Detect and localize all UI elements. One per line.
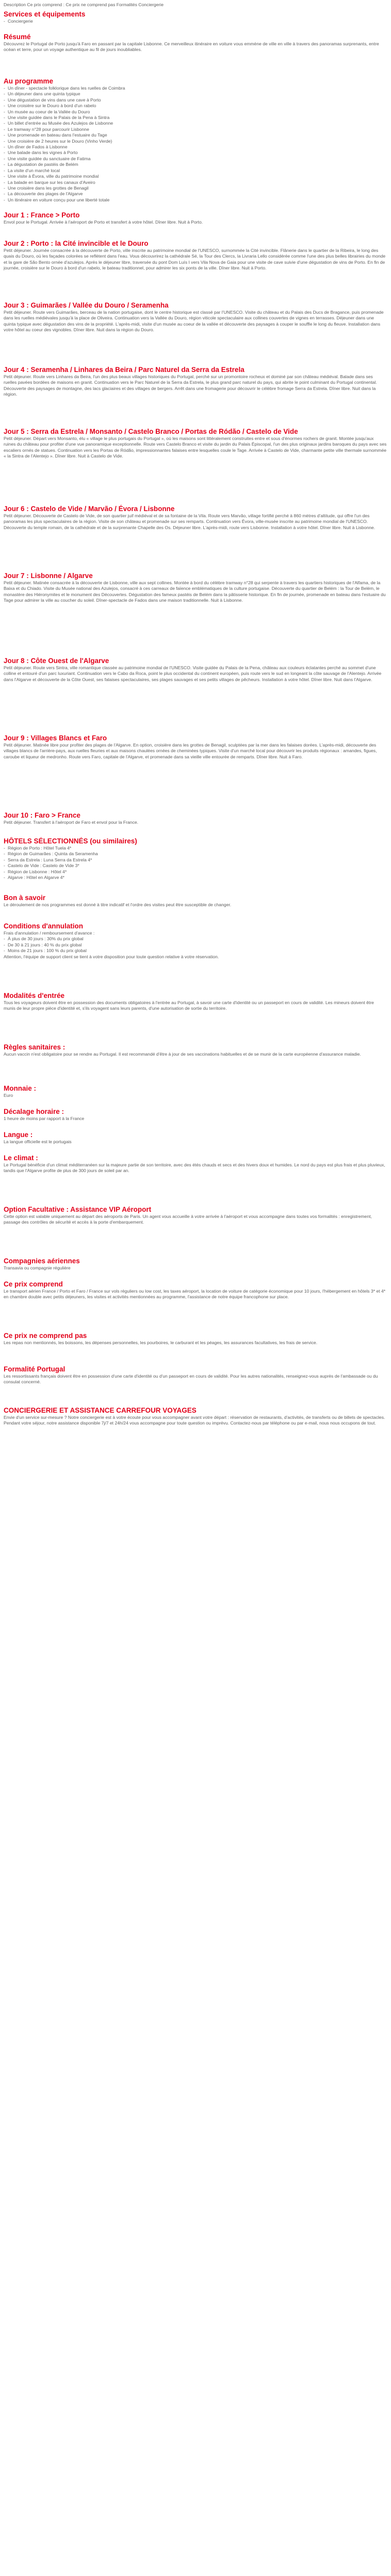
day-heading: Jour 3 : Guimarães / Vallée du Douro / Seramenha [4, 301, 169, 309]
cancellation-section [4, 922, 387, 987]
price-excludes-section [4, 1332, 387, 1360]
hotels-list [4, 845, 387, 880]
program-item: - Un billet d'entrée au Musée des Azulejos de Lisbonne [4, 121, 387, 126]
currency-heading: Monnaie : [4, 1084, 36, 1092]
price-includes-text: Le transport aérien France / Porto et Faro / France sur vols réguliers ou low cost, les taxes aéroport, la location de voiture de catégorie économique pour 10 jours, l'hébergement en hôtels 3* et 4* en chambre double avec petits déjeuners, les visites et activités mentionnées au programme, l'assistance de notre équipe francophone sur place. [4, 1289, 386, 1300]
concierge-section [4, 1406, 387, 1463]
day-heading: Jour 2 : Porto : la Cité invincible et le Douro [4, 240, 149, 247]
day-heading: Jour 4 : Seramenha / Linhares da Beira / Parc Naturel da Serra da Estrela [4, 366, 245, 374]
vip-option-heading: Option Facultative : Assistance VIP Aéroport [4, 1206, 152, 1213]
day-heading: Jour 7 : Lisbonne / Algarve [4, 572, 93, 580]
hotel-item: - Région de Guimarães : Quinta da Seramenha [4, 851, 387, 857]
entry-section [4, 992, 387, 1038]
airlines-heading: Compagnies aériennes [4, 1257, 80, 1265]
good-to-know-section [4, 894, 387, 917]
language-heading: Langue : [4, 1131, 33, 1139]
program-item: - Le tramway n°28 pour parcourir Lisbonne [4, 127, 387, 132]
day-text: Petit déjeuner. Matinée consacrée à la découverte de Lisbonne, ville aux sept collines. Montée à bord du célèbre tramway n°28 qui serpente à travers les quartiers historiques de l'Alfama, de la Baixa et du Chiado. Visite du Musée national des Azulejos, consacré à ces carreaux de faïence emblématiques de la culture portugaise. Découverte du quartier de Belém : la Tour de Belém, le monastère des Hiéronymites et le monument des Découvertes. Dégustation des fameux pastéis de Belém dans la pâtisserie historique. En fin de journée, promenade en bateau dans l'estuaire du Tage pour admirer la ville au coucher du soleil. Dîner-spectacle de Fados dans une maison traditionnelle. Nuit à Lisbonne. [4, 580, 386, 603]
hotel-item: - Serra da Estrela : Luna Serra da Estrela 4* [4, 857, 387, 863]
airlines-text: Transavia ou compagnie régulière [4, 1265, 71, 1270]
program-item: - Un musée au coeur de la Vallée du Douro [4, 109, 387, 115]
day-heading: Jour 9 : Villages Blancs et Faro [4, 734, 107, 742]
day-4 [4, 366, 387, 422]
entry-heading: Modalités d'entrée [4, 992, 64, 999]
formalities-text: Les ressortissants français doivent être en possession d'une carte d'identité ou d'un passeport en cours de validité. Pour les autres nationalités, renseignez-vous auprès de l'ambassade ou du consulat concerné. [4, 1374, 378, 1385]
program-heading: Au programme [4, 77, 54, 85]
day-text: Petit déjeuner. Matinée libre pour profiter des plages de l'Algarve. En option, croisière dans les grottes de Benagil, sculptées par la mer dans les falaises dorées. L'après-midi, découverte des villages blancs de l'arrière-pays, aux ruelles fleuries et aux maisons chaulées ornées de cheminées typiques. Visite d'un marché local pour découvrir les produits régionaux : amandes, figues, caroube et liqueur de medronho. Route vers Faro, capitale de l'Algarve, et promenade dans sa vieille ville entourée de remparts. Dîner libre. Nuit à Faro. [4, 742, 377, 759]
language-section [4, 1131, 387, 1149]
day-text: Envol pour le Portugal. Arrivée à l'aéroport de Porto et transfert à votre hôtel. Dîner libre. Nuit à Porto. [4, 219, 203, 225]
day-text: Petit déjeuner. Découverte de Castelo de Vide, de son quartier juif médiéval et de sa fontaine de la Vila. Route vers Marvão, village fortifié perché à 860 mètres d'altitude, qui offre l'un des panoramas les plus spectaculaires de la région. Visite de son château et promenade sur ses remparts. Continuation vers Évora, ville-musée inscrite au patrimoine mondial de l'UNESCO. Découverte du temple romain, de la cathédrale et de la surprenante Chapelle des Os. Déjeuner libre. L'après-midi, route vers Lisbonne. Installation à votre hôtel. Dîner libre. Nuit à Lisbonne. [4, 513, 376, 530]
hotel-item: - Algarve : Hôtel en Algarve 4* [4, 875, 387, 880]
services-list [4, 19, 387, 24]
program-item: - La balade en barque sur les canaux d'Aveiro [4, 180, 387, 185]
concierge-heading: CONCIERGERIE ET ASSISTANCE CARREFOUR VOYAGES [4, 1406, 197, 1414]
day-text: Petit déjeuner. Départ vers Monsanto, élu « village le plus portugais du Portugal », où les maisons sont littéralement construites entre et sous d'énormes rochers de granit. Montée jusqu'aux ruines du château pour profiter d'une vue panoramique exceptionnelle. Route vers Castelo Branco et visite du jardin du Palais Épiscopal, l'un des plus originaux jardins baroques du pays avec ses escaliers ornés de statues. Continuation vers les Portas de Ródão, impressionnantes falaises entre lesquelles coule le Tage. Arrivée à Castelo de Vide, charmante petite ville thermale surnommée « la Sintra de l'Alentejo ». Dîner libre. Nuit à Castelo de Vide. [4, 436, 387, 459]
hotel-item: - Région de Porto : Hôtel Tuela 4* [4, 845, 387, 851]
program-item: - Une croisière dans les grottes de Benagil [4, 185, 387, 191]
day-text: Petit déjeuner. Journée consacrée à la découverte de Porto, ville inscrite au patrimoine mondial de l'UNESCO, surnommée la Cité invincible. Flânerie dans le quartier de la Ribeira, le long des quais du Douro, où les façades colorées se reflètent dans l'eau. Vous découvrirez la cathédrale Sé, la Tour des Clercs, la Livraria Lello considérée comme l'une des plus belles librairies du monde et la gare de São Bento ornée d'azulejos. Après le déjeuner libre, traversée du pont Dom Luís I vers Vila Nova de Gaia pour une visite de cave suivie d'une dégustation de vins de Porto. En fin de journée, croisière sur le Douro à bord d'un rabelo, le bateau traditionnel, pour admirer les six ponts de la ville. Dîner libre. Nuit à Porto. [4, 248, 386, 271]
program-item: - Une visite guidée du sanctuaire de Fatima [4, 156, 387, 162]
day-text: Petit déjeuner. Route vers Guimarães, berceau de la nation portugaise, dont le centre historique est classé par l'UNESCO. Visite du château et du Palais des Ducs de Bragance, puis promenade dans les ruelles médiévales jusqu'à la place de Oliveira. Continuation vers la Vallée du Douro, région viticole spectaculaire aux collines couvertes de vignes en terrasses. Déjeuner dans une quinta typique avec dégustation des vins de la propriété. L'après-midi, visite d'un musée au coeur de la vallée et découverte des paysages à couper le souffle le long du fleuve. Installation dans votre hôtel au coeur des vignobles. Dîner libre. Nuit dans la région du Douro. [4, 310, 384, 333]
program-item: - Une visite guidée dans le Palais de la Pena à Sintra [4, 115, 387, 121]
day-6 [4, 505, 387, 567]
page-description: Description Ce prix comprend : Ce prix ne comprend pas Formalités Conciergerie [4, 2, 164, 7]
services-section [4, 10, 387, 24]
hotels-section [4, 837, 387, 889]
program-item: - Un déjeuner dans une quinta typique [4, 91, 387, 97]
hotel-item: - Castelo de Vide : Castelo de Vide 3* [4, 863, 387, 869]
program-item: - Un itinéraire en voiture conçu pour une liberté totale [4, 197, 387, 203]
day-10 [4, 811, 387, 832]
hotels-heading: HÔTELS SÉLECTIONNÉS (ou similaires) [4, 837, 137, 845]
good-to-know-heading: Bon à savoir [4, 894, 46, 902]
day-3 [4, 301, 387, 361]
summary-text: Découvrez le Portugal de Porto jusqu'à Faro en passant par la capitale Lisbonne. Ce merveilleux itinéraire en voiture vous emmène de ville en ville à travers des panoramas surprenants, entre océan et terre, pour un voyage authentique au fil de jours inoubliables. [4, 41, 379, 53]
formalities-heading: Formalité Portugal [4, 1365, 66, 1373]
vip-option-section [4, 1206, 387, 1252]
day-2 [4, 240, 387, 296]
cancellation-note: Attention, l'équipe de support client se tient à votre disposition pour toute question relative à votre réservation. [4, 954, 219, 959]
program-item: - Un dîner - spectacle folklorique dans les ruelles de Coimbra [4, 86, 387, 91]
services-heading: Services et équipements [4, 10, 86, 18]
summary-section [4, 33, 387, 74]
good-to-know-text: Le déroulement de nos programmes est donné à titre indicatif et l'ordre des visites peut être susceptible de changer. [4, 902, 232, 907]
day-heading: Jour 10 : Faro > France [4, 811, 80, 819]
program-section [4, 77, 387, 206]
program-item: - Une dégustation de vins dans une cave à Porto [4, 97, 387, 103]
cancellation-item: - De 30 à 21 jours : 40 % du prix global [4, 942, 387, 948]
price-includes-section [4, 1280, 387, 1327]
day-7 [4, 572, 387, 652]
hotel-item: - Région de Lisbonne : Hôtel 4* [4, 869, 387, 875]
program-item: - La dégustation de pastéis de Belém [4, 162, 387, 167]
language-text: La langue officielle est le portugais [4, 1139, 72, 1144]
cancellation-heading: Conditions d'annulation [4, 922, 83, 930]
program-item: - Un dîner de Fados à Lisbonne [4, 144, 387, 150]
vip-option-text: Cette option est valable uniquement au départ des aéroports de Paris. Un agent vous accueille à votre arrivée à l'aéroport et vous accompagne dans toutes vos formalités : enregistrement, passage des contrôles de sécurité et accès à la porte d'embarquement. [4, 1214, 372, 1225]
health-heading: Règles sanitaires : [4, 1043, 66, 1051]
day-5 [4, 428, 387, 500]
program-item: - Une visite à Évora, ville du patrimoine mondial [4, 174, 387, 179]
cancellation-text: Frais d'annulation / remboursement d'avance : [4, 930, 95, 936]
day-9 [4, 734, 387, 806]
formalities-section [4, 1365, 387, 1401]
program-item: - La visite d'un marché local [4, 168, 387, 174]
airlines-section [4, 1257, 387, 1275]
program-item: - Une croisière sur le Douro à bord d'un rabelo [4, 103, 387, 109]
day-text: Petit déjeuner. Transfert à l'aéroport de Faro et envol pour la France. [4, 820, 139, 825]
day-1 [4, 211, 387, 234]
entry-text: Tous les voyageurs doivent être en possession des documents obligatoires à l'entrée au Portugal, à savoir une carte d'identité ou un passeport en cours de validité. Les mineurs doivent être munis de leur propre pièce d'identité et, s'ils voyagent sans leurs parents, d'une autorisation de sortie du territoire. [4, 1000, 374, 1011]
timezone-section [4, 1108, 387, 1126]
cancellation-item: - À plus de 30 jours : 30% du prix global [4, 936, 387, 942]
timezone-text: 1 heure de moins par rapport à la France [4, 1116, 85, 1121]
climate-section [4, 1154, 387, 1200]
health-section [4, 1043, 387, 1079]
health-text: Aucun vaccin n'est obligatoire pour se rendre au Portugal. Il est recommandé d'être à jour de ses vaccinations habituelles et de se munir de la carte européenne d'assurance maladie. [4, 1052, 361, 1057]
program-item: - Une balade dans les vignes à Porto [4, 150, 387, 156]
price-includes-heading: Ce prix comprend [4, 1280, 63, 1288]
currency-section [4, 1084, 387, 1103]
program-item: - Une croisière de 2 heures sur le Douro (Vinho Verde) [4, 139, 387, 144]
cancellation-item: - Moins de 21 jours : 100 % du prix global [4, 948, 387, 954]
currency-text: Euro [4, 1093, 13, 1098]
day-heading: Jour 8 : Côte Ouest de l'Algarve [4, 657, 109, 665]
program-item: - Une promenade en bateau dans l'estuaire du Tage [4, 132, 387, 138]
timezone-heading: Décalage horaire : [4, 1108, 64, 1115]
climate-heading: Le climat : [4, 1154, 38, 1162]
price-excludes-text: Les repas non mentionnés, les boissons, les dépenses personnelles, les pourboires, le carburant et les péages, les assurances facultatives, les frais de service. [4, 1340, 318, 1345]
concierge-text: Envie d'un service sur-mesure ? Notre conciergerie est à votre écoute pour vous accompagner avant votre départ : réservation de restaurants, d'activités, de transferts ou de billets de spectacles. Pendant votre séjour, notre assistance disponible 7j/7 et 24h/24 vous accompagne pour toute question ou imprévu. Contactez-nous par téléphone ou par e-mail, nous nous occupons de tout. [4, 1415, 385, 1426]
cancellation-list [4, 936, 387, 954]
program-list [4, 86, 387, 203]
day-8 [4, 657, 387, 729]
summary-heading: Résumé [4, 33, 31, 41]
day-heading: Jour 6 : Castelo de Vide / Marvão / Évora / Lisbonne [4, 505, 175, 513]
climate-text: Le Portugal bénéficie d'un climat méditerranéen sur la majeure partie de son territoire, avec des étés chauds et secs et des hivers doux et humides. Le nord du pays est plus frais et plus pluvieux, tandis que l'Algarve profite de plus de 300 jours de soleil par an. [4, 1162, 385, 1174]
program-item: - La découverte des plages de l'Algarve [4, 191, 387, 197]
day-heading: Jour 5 : Serra da Estrela / Monsanto / Castelo Branco / Portas de Ródão / Castelo de Vide [4, 428, 298, 435]
service-item: - Conciergerie [4, 19, 387, 24]
day-text: Petit déjeuner. Route vers Linhares da Beira, l'un des plus beaux villages historiques du Portugal, perché sur un promontoire rocheux et dominé par son château médiéval. Balade dans ses ruelles pavées bordées de maisons en granit. Continuation vers le Parc Naturel de la Serra da Estrela, le plus grand parc naturel du pays, qui abrite le point culminant du Portugal continental. Découverte des paysages de montagne, des lacs glaciaires et des villages de bergers. Arrêt dans une fromagerie pour découvrir le célèbre fromage Serra da Estrela. Dîner libre. Nuit dans la région. [4, 374, 377, 397]
price-excludes-heading: Ce prix ne comprend pas [4, 1332, 87, 1340]
day-heading: Jour 1 : France > Porto [4, 211, 80, 219]
day-text: Petit déjeuner. Route vers Sintra, ville romantique classée au patrimoine mondial de l'UNESCO. Visite guidée du Palais de la Pena, château aux couleurs éclatantes perché au sommet d'une colline et entouré d'un parc luxuriant. Continuation vers le Cabo da Roca, point le plus occidental du continent européen, puis route vers le sud en longeant la côte sauvage de l'Alentejo. Arrivée dans l'Algarve et découverte de la Côte Ouest, ses falaises spectaculaires, ses plages sauvages et ses petits villages de pêcheurs. Installation à votre hôtel. Dîner libre. Nuit dans l'Algarve. [4, 665, 382, 682]
